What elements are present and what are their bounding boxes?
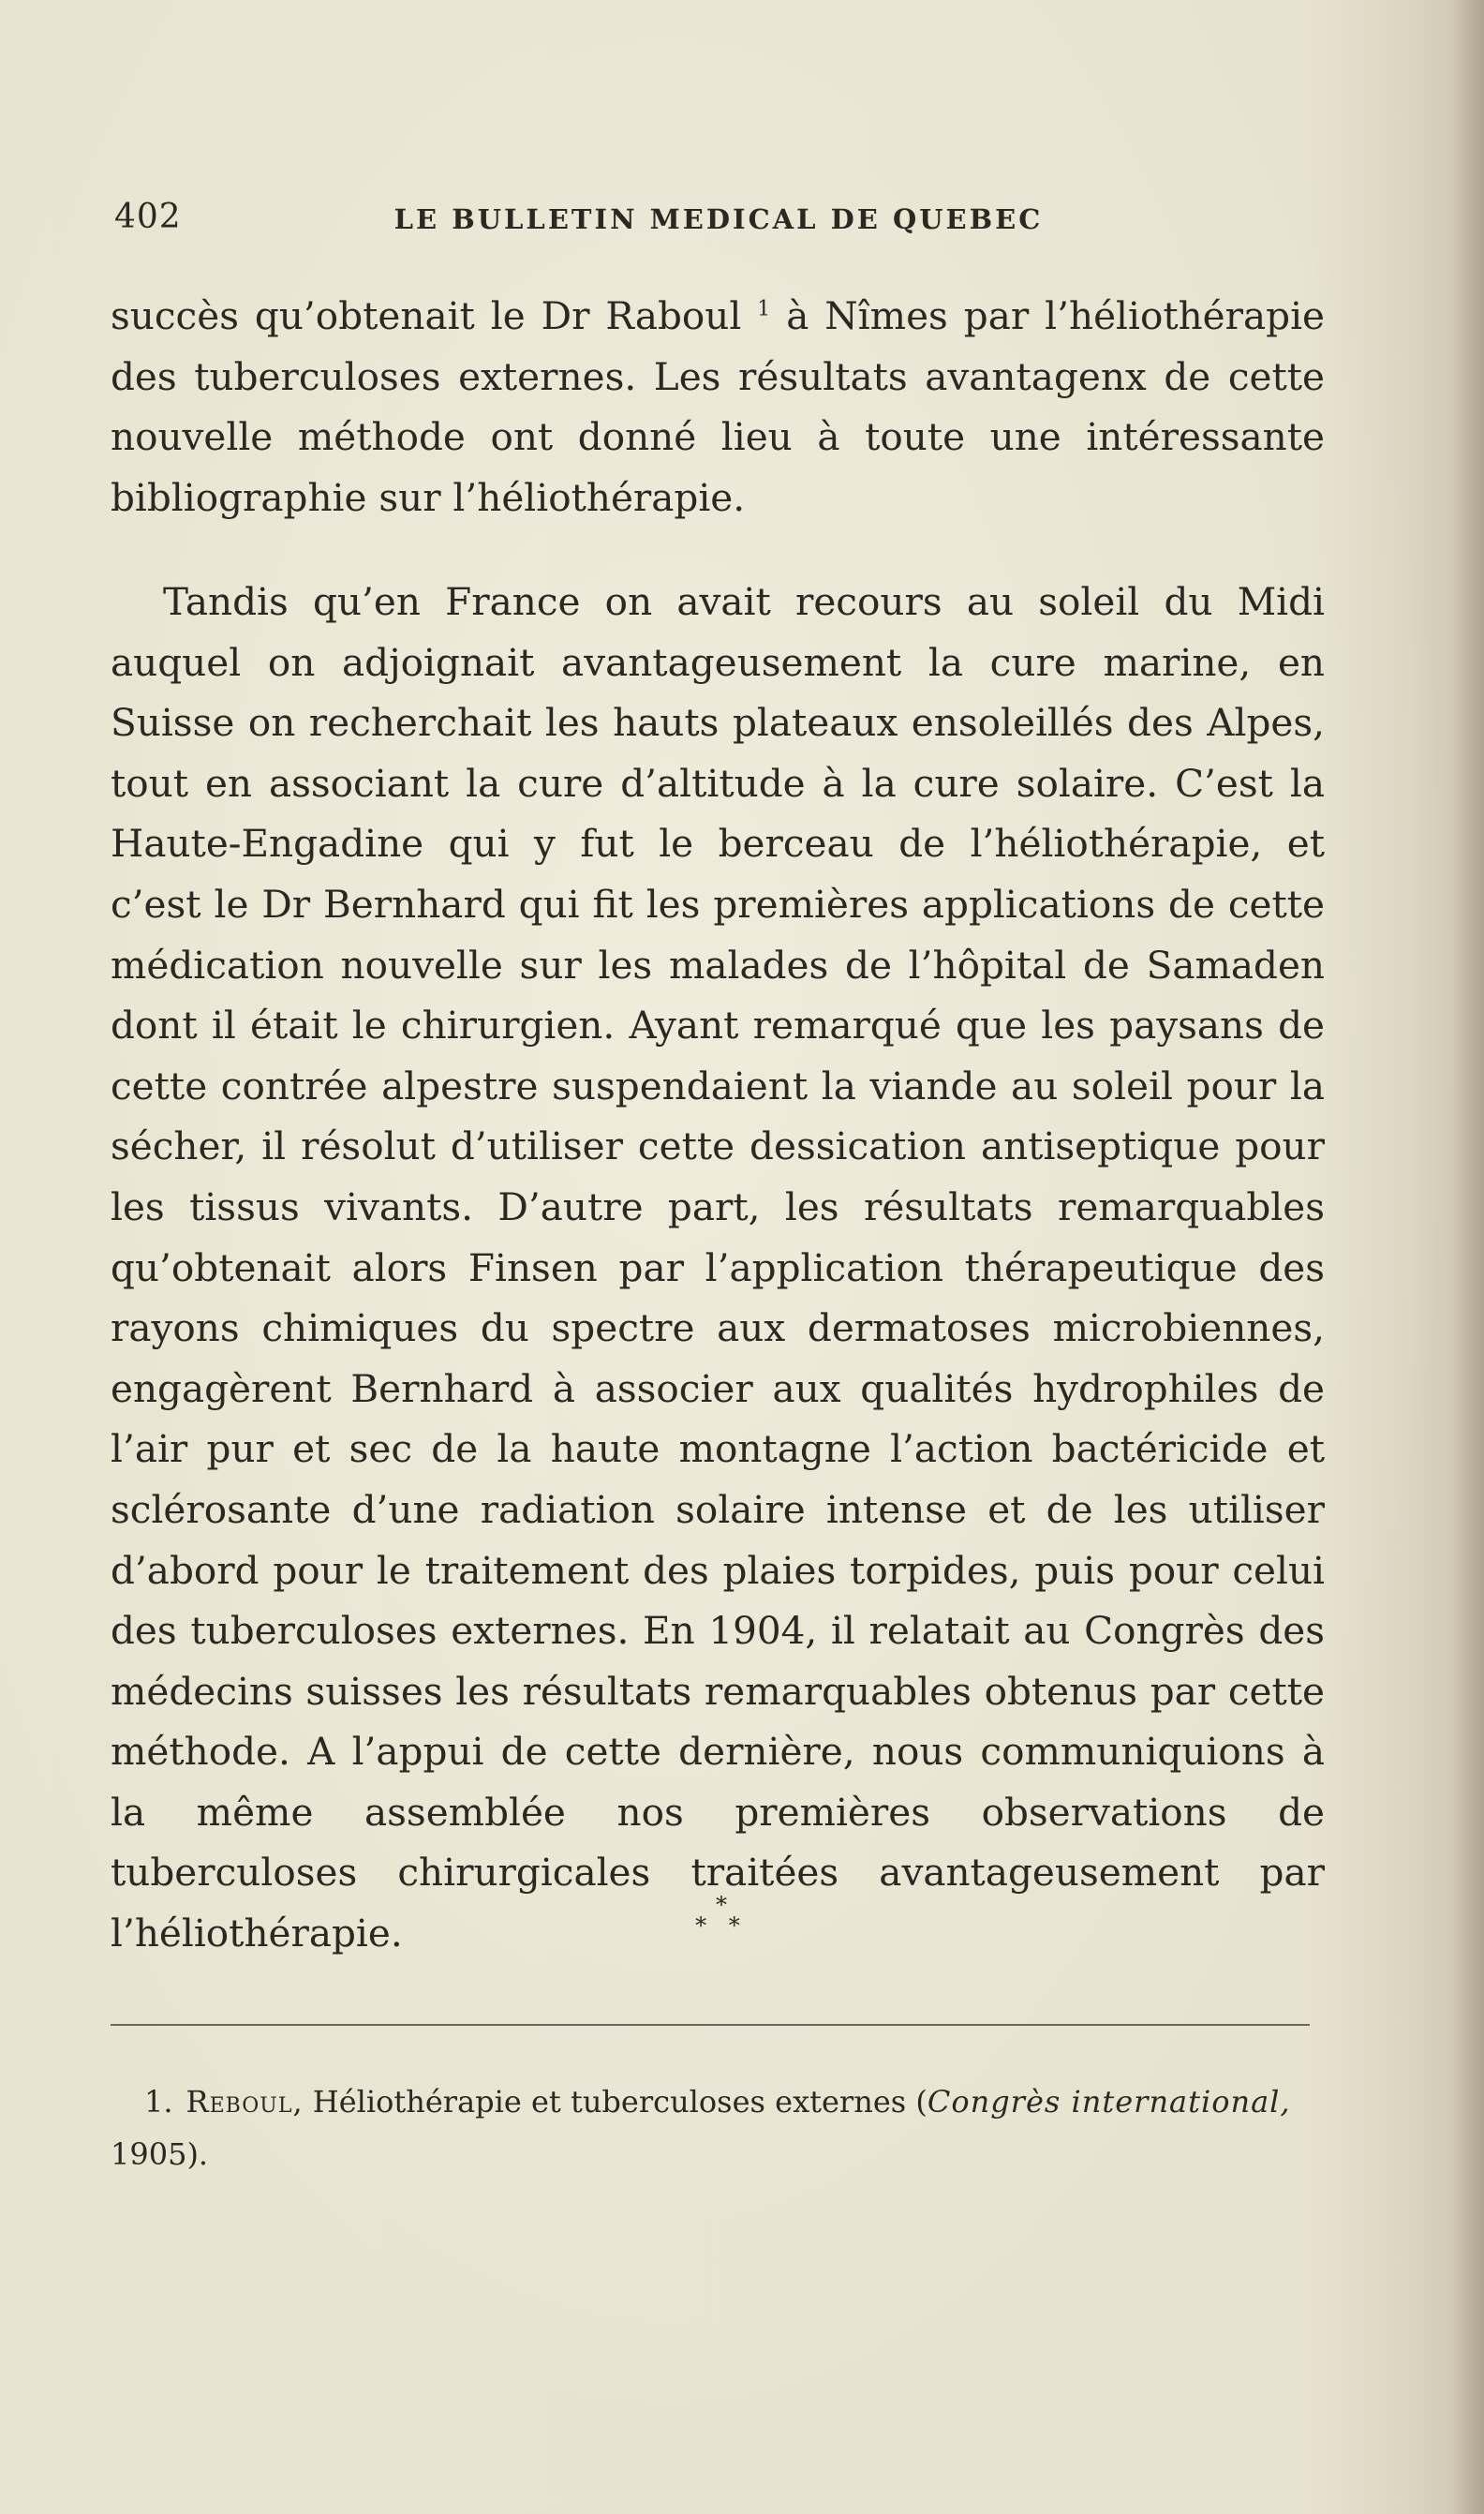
footnote-author: Reboul, (186, 2084, 304, 2120)
footnote-reference: 1 (757, 297, 771, 321)
page-edge-shadow (1452, 0, 1484, 2514)
paragraph-1-text-start: succès qu’obtenait le Dr Raboul (111, 293, 742, 338)
asterism-top: * (716, 1892, 727, 1918)
running-title: LE BULLETIN MEDICAL DE QUEBEC (393, 203, 1044, 235)
footnote (111, 2075, 1328, 2180)
page-header (114, 197, 1323, 244)
footnote-number: 1. (144, 2084, 173, 2120)
page-number: 402 (114, 198, 182, 236)
paragraph-1-text-end: à Nîmes par l’héliothérapie des tuberculoses externes. Les résultats avantagenx de cette nouvelle méthode ont donné lieu à toute une intéressante bibliographie sur l’héliothérapie. (111, 293, 1326, 520)
footnote-paren: ( (915, 2084, 928, 2120)
paragraph-continuation (111, 286, 1325, 528)
footnote-year: 1905). (111, 2136, 209, 2172)
asterism-bottom: * * (695, 1912, 748, 1939)
footnote-source: Congrès international, (927, 2084, 1291, 2120)
paragraph-heliotherapy-history: Tandis qu’en France on avait recours au soleil du Midi auquel on adjoignait avantageusement la cure marine, en Suisse on recherchait les hauts plateaux ensoleillés des Alpes, tout en associant la cure d’altitude à la cure solaire. C’est la Haute-Engadine qui y fut le berceau de l’héliothérapie, et c’est le Dr Bernhard qui fit les premières applications de cette médication nouvelle sur les malades de l’hôpital de Samaden dont il était le chirurgien. Ayant remarqué que les paysans de cette contrée alpestre suspendaient la viande au soleil pour la sécher, il résolut d’utiliser cette dessication antiseptique pour les tissus vivants. D’autre part, les résultats remarquables qu’obtenait alors Finsen par l’application thérapeutique des rayons chimiques du spectre aux dermatoses microbiennes, engagèrent Bernhard à associer aux qualités hydrophiles de l’air pur et sec de la haute montagne l’action bactéricide et sclérosante d’une radiation solaire intense et de les utiliser d’abord pour le traitement des plaies torpides, puis pour celui des tuberculoses externes. En 1904, il relatait au Congrès des médecins suisses les résultats remarquables obtenus par cette méthode. A l’appui de cette dernière, nous communiquions à la même assemblée nos premières observations de tuberculoses chirurgicales traitées avantageusement par l’héliothérapie. (111, 579, 1325, 1956)
footnote-separator (111, 2024, 1310, 2026)
footnote-title: Héliothérapie et tuberculoses externes (312, 2084, 907, 2120)
asterism-divider (684, 1892, 759, 1939)
